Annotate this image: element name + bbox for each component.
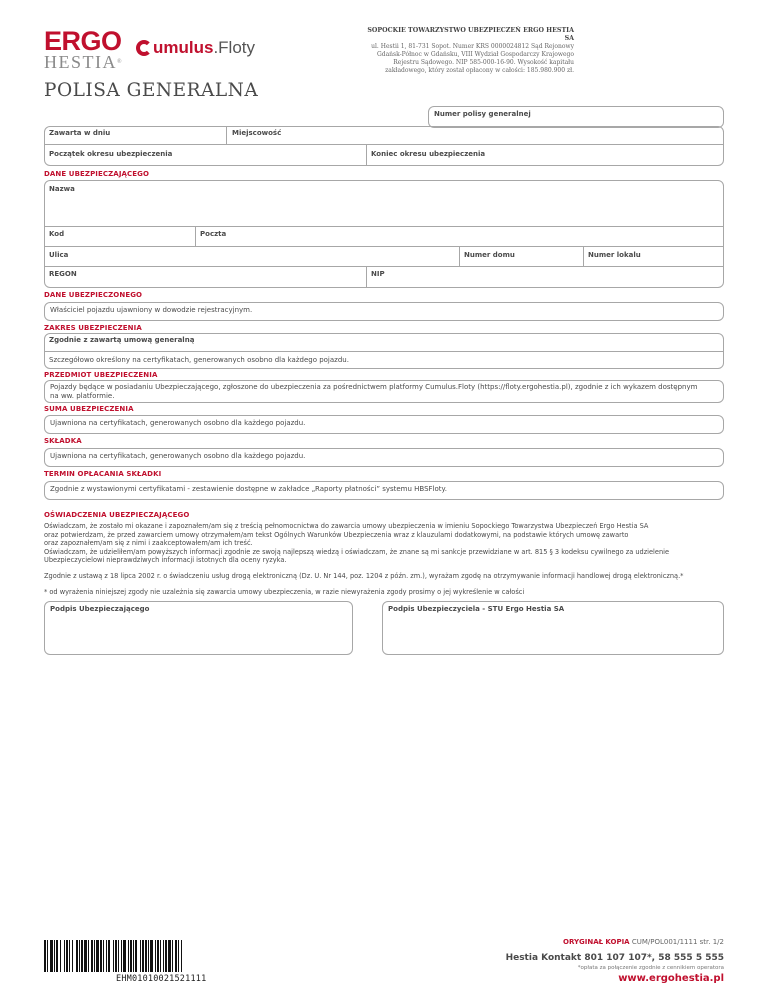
place-field[interactable]: Miejscowość: [232, 129, 282, 137]
statements-text: [44, 522, 724, 565]
page-number: str. 1/2: [699, 938, 724, 946]
statement-line: oraz potwierdzam, że przed zawarciem umowy otrzymałem/am tekst Ogólnych Warunków Ubezpieczenia wraz z klauzulami dodatkowymi, na podstawie których umowę zawarto: [44, 530, 629, 539]
policy-number-field[interactable]: [428, 106, 724, 128]
registered-mark: ®: [117, 59, 122, 65]
divider: [44, 351, 724, 352]
page-title: POLISA GENERALNA: [44, 80, 259, 101]
concluded-on-field[interactable]: Zawarta w dniu: [49, 129, 111, 137]
barcode-number: EHM01010021521111: [116, 974, 207, 984]
document-status: [563, 938, 724, 946]
logo-ergo: ERGO: [44, 26, 122, 56]
divider: [366, 144, 367, 166]
postcode-field[interactable]: Kod: [49, 230, 65, 238]
insurer-signature-box[interactable]: [382, 601, 724, 655]
company-line: Gdańsk-Północ w Gdańsku, VIII Wydział Gospodarczy Krajowego: [376, 51, 574, 59]
company-line: Rejestru Sądowego. NIP 585-000-16-90. Wysokość kapitału: [393, 59, 574, 67]
statement-line: Ubezpieczycielowi nieprawdziwych informacji istotnych dla oceny ryzyka.: [44, 556, 287, 565]
street-field[interactable]: Ulica: [49, 251, 69, 259]
cumulus-suffix: .Floty: [213, 38, 256, 57]
subject-line: na ww. platformie.: [50, 391, 115, 400]
section-payment: TERMIN OPŁACANIA SKŁADKI: [44, 470, 162, 478]
scope-label: Zgodnie z zawartą umową generalną: [49, 336, 195, 344]
barcode: [44, 940, 286, 972]
document-code: CUM/POL001/1111: [631, 938, 698, 946]
logo-hestia: [44, 52, 122, 72]
divider: [366, 266, 367, 288]
regon-field[interactable]: REGON: [49, 270, 77, 278]
statement-line: Oświadczam, że udzieliłem/am powyższych informacji zgodnie ze swoją najlepszą wiedzą i oświadczam, że znane są mi sankcje przewidziane w art. 815 § 3 kodeksu cywilnego za udzielenie: [44, 547, 670, 556]
cumulus-floty-logo: [136, 38, 255, 58]
nip-field[interactable]: NIP: [371, 270, 385, 278]
company-line: ul. Hestii 1, 81-731 Sopot. Numer KRS 0000024812 Sąd Rejonowy: [371, 43, 574, 51]
cumulus-c-icon: [136, 40, 152, 56]
logo-hestia-text: HESTIA: [44, 52, 117, 72]
payment-field: [44, 481, 724, 500]
divider: [226, 126, 227, 144]
company-info: [360, 27, 574, 76]
house-number-field[interactable]: Numer domu: [464, 251, 515, 259]
policyholder-signature-box[interactable]: [44, 601, 353, 655]
insured-value: Właściciel pojazdu ujawniony w dowodzie rejestracyjnym.: [50, 306, 253, 314]
statement-line: Oświadczam, że zostało mi okazane i zapoznałem/am się z treścią pełnomocnictwa do zawarcia umowy ubezpieczenia w imieniu Sopockiego Towarzystwa Ubezpieczeń Ergo Hestia SA: [44, 522, 649, 530]
statement-line: oraz zapoznałem/am się z nimi i zaakceptowałem/am ich treść.: [44, 539, 253, 548]
period-start-field[interactable]: Początek okresu ubezpieczenia: [49, 150, 173, 158]
section-policyholder: DANE UBEZPIECZAJĄCEGO: [44, 170, 150, 178]
website-link[interactable]: www.ergohestia.pl: [618, 973, 724, 984]
section-insured: DANE UBEZPIECZONEGO: [44, 291, 143, 299]
cumulus-brand: umulus: [153, 38, 214, 57]
premium-value: Ujawniona na certyfikatach, generowanych osobno dla każdego pojazdu.: [50, 452, 306, 460]
section-premium: SKŁADKA: [44, 437, 82, 445]
post-field[interactable]: Poczta: [200, 230, 227, 238]
policyholder-signature-label: Podpis Ubezpieczającego: [50, 605, 150, 613]
sum-field: [44, 415, 724, 434]
divider: [195, 226, 196, 246]
divider: [583, 246, 584, 266]
divider: [44, 226, 724, 227]
period-end-field[interactable]: Koniec okresu ubezpieczenia: [371, 150, 486, 158]
divider: [459, 246, 460, 266]
section-scope: ZAKRES UBEZPIECZENIA: [44, 324, 142, 332]
subject-line: Pojazdy będące w posiadaniu Ubezpieczającego, zgłoszone do ubezpieczenia za pośrednictwem platformy Cumulus.Floty (https://floty.ergohestia.pl), zgodnie z ich wykazem dostępnym: [50, 383, 698, 391]
policy-number-label: Numer polisy generalnej: [434, 110, 531, 118]
divider: [44, 144, 724, 145]
consent-footnote: * od wyrażenia niniejszej zgody nie uzależnia się zawarcia umowy ubezpieczenia, w razie niewyrażenia zgody prosimy o jej wykreślenie w całości: [44, 588, 525, 596]
insured-field: [44, 302, 724, 321]
dates-box: [44, 126, 724, 166]
divider: [44, 246, 724, 247]
sum-value: Ujawniona na certyfikatach, generowanych osobno dla każdego pojazdu.: [50, 419, 306, 427]
premium-field: [44, 448, 724, 467]
company-line: zakładowego, który został opłacony w całości: 185.980.900 zł.: [385, 67, 574, 75]
insurer-signature-label: Podpis Ubezpieczyciela - STU Ergo Hestia SA: [388, 605, 565, 613]
contact-note: *opłata za połączenie zgodnie z cennikiem operatora: [577, 965, 724, 971]
payment-value: Zgodnie z wystawionymi certyfikatami - zestawienie dostępne w zakładce „Raporty płatności” systemu HBSFloty.: [50, 485, 447, 493]
copy-label: KOPIA: [605, 938, 630, 946]
section-statements: OŚWIADCZENIA UBEZPIECZAJĄCEGO: [44, 511, 190, 519]
section-subject: PRZEDMIOT UBEZPIECZENIA: [44, 371, 158, 379]
subject-field: [44, 380, 724, 403]
divider: [44, 266, 724, 267]
consent-text: Zgodnie z ustawą z 18 lipca 2002 r. o świadczeniu usług drogą elektroniczną (Dz. U. Nr 144, poz. 1204 z późn. zm.), wyrażam zgodę na otrzymywanie informacji handlowej drogą elektroniczną.*: [44, 572, 684, 580]
original-label: ORYGINAŁ: [563, 938, 604, 946]
contact-line: Hestia Kontakt 801 107 107*, 58 555 5 555: [505, 953, 724, 963]
company-name: SOPOCKIE TOWARZYSTWO UBEZPIECZEŃ ERGO HESTIA SA: [367, 27, 574, 43]
scope-value: Szczegółowo określony na certyfikatach, generowanych osobno dla każdego pojazdu.: [49, 356, 349, 364]
name-field[interactable]: Nazwa: [49, 185, 75, 193]
section-sum: SUMA UBEZPIECZENIA: [44, 405, 134, 413]
flat-number-field[interactable]: Numer lokalu: [588, 251, 641, 259]
barcode-bar: [182, 940, 183, 972]
